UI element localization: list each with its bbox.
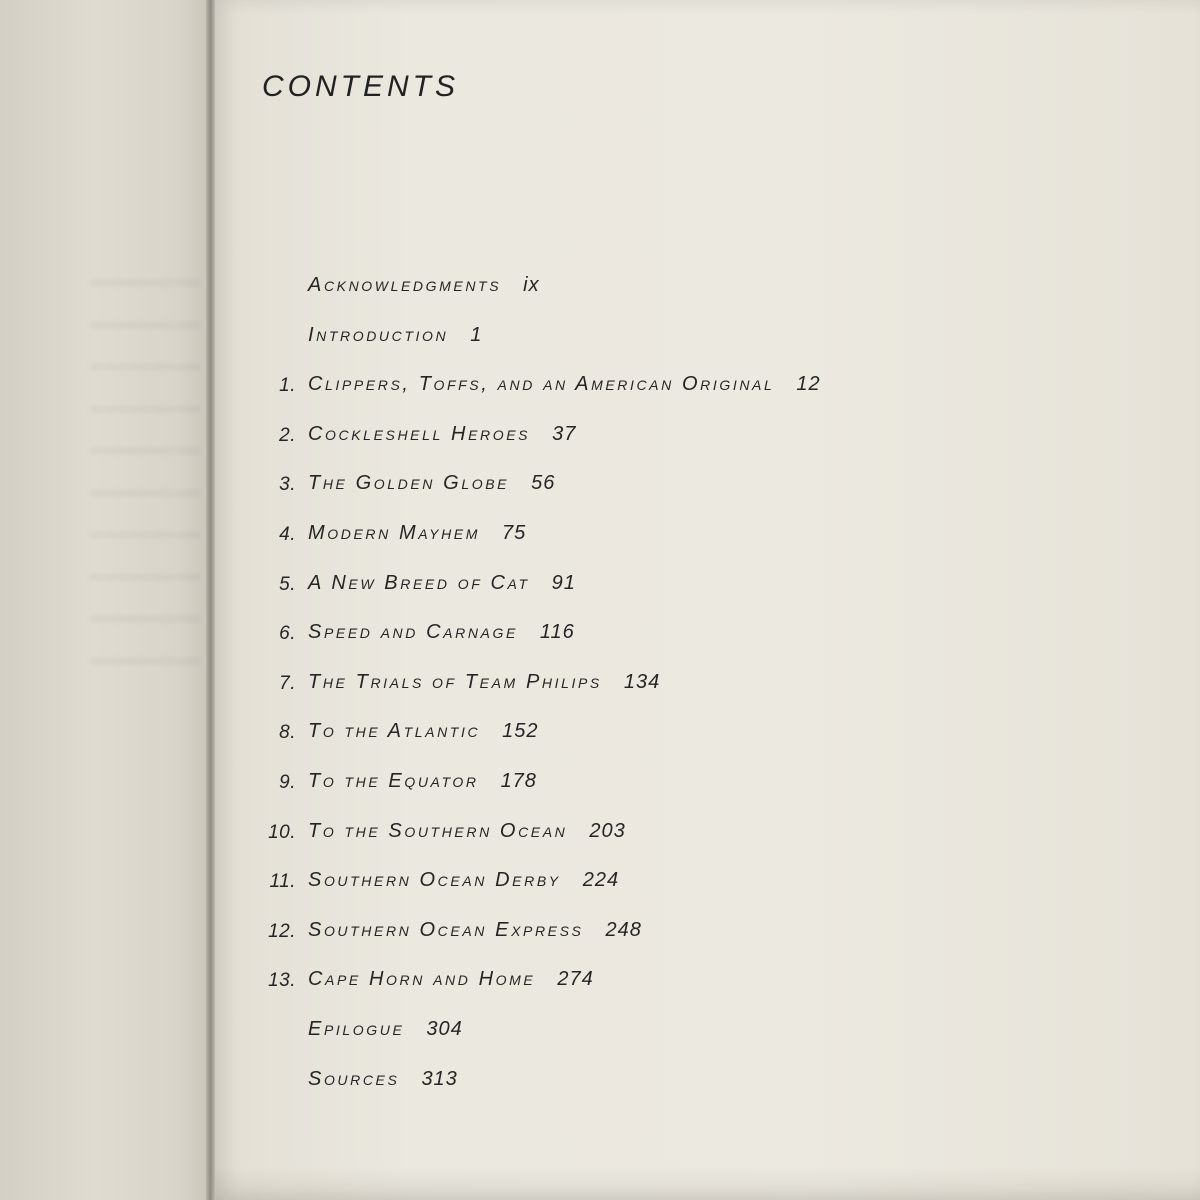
toc-entry-title [308,820,626,843]
toc-entry-title-text: The Golden Globe [308,472,510,495]
toc-entry-title [308,770,537,793]
toc-entry-number: 3. [279,474,296,496]
toc-entry-chapter-11 [262,863,1162,913]
toc-entry-title-text: Acknowledgments [308,274,502,296]
toc-entry-title [308,671,660,694]
left-page-bleed-through [90,280,200,700]
toc-entry-title [308,472,555,495]
toc-entry-title-text: Introduction [308,323,449,346]
toc-entry-title-text: Modern Mayhem [308,521,480,544]
toc-entry-title-text: Sources [308,1067,400,1090]
page-bottom-shadow [215,1166,1200,1200]
toc-entry-title-text: To the Equator [308,769,479,792]
toc-entry-number: 2. [279,424,296,446]
toc-entry-title [308,1068,458,1091]
toc-entry-page: 134 [623,670,661,693]
toc-entry-title-text: Cape Horn and Home [308,968,536,991]
toc-entry-page: 224 [582,869,620,892]
toc-entry-page: 116 [539,621,575,644]
toc-entry-title [308,572,576,595]
toc-entry-page: 313 [421,1067,458,1090]
toc-entry-epilogue [262,1012,1162,1062]
toc-entry-chapter-7 [262,665,1162,715]
toc-entry-chapter-3 [262,466,1162,516]
toc-entry-number: 12. [268,920,296,942]
toc-entry-title-text: Speed and Carnage [308,621,518,644]
toc-entry-title [308,522,526,545]
toc-entry-page: 274 [557,968,594,991]
page-title: CONTENTS [262,70,459,103]
toc-entry-introduction [262,318,1162,368]
toc-entry-number: 11. [269,871,296,893]
toc-entry-title-text: Epilogue [308,1017,405,1040]
toc-entry-title [308,1018,463,1041]
toc-entry-page: 152 [502,720,539,743]
toc-entry-page: 91 [551,571,576,594]
toc-entry-chapter-9 [262,764,1162,814]
toc-entry-page: 304 [426,1017,463,1040]
toc-entry-chapter-5 [262,566,1162,616]
toc-entry-title [308,274,540,297]
toc-entry-number: 4. [279,523,296,545]
toc-entry-title-text: To the Atlantic [308,720,481,743]
toc-entry-title [308,968,594,991]
toc-entry-number: 8. [279,722,296,744]
toc-entry-title [308,869,619,892]
toc-entry-number: 13. [268,970,296,992]
toc-entry-title-text: Southern Ocean Derby [308,869,561,892]
toc-entry-page: ix [523,274,540,296]
toc-entry-page: 203 [589,819,626,842]
toc-entry-title-text: Clippers, Toffs, and an American Original [308,373,775,396]
toc-entry-chapter-1 [262,367,1162,417]
toc-entry-number: 7. [279,672,296,694]
toc-entry-number: 1. [279,375,296,397]
toc-entry-chapter-6 [262,615,1162,665]
toc-entry-acknowledgments [262,268,1162,318]
toc-entry-page: 56 [531,472,556,495]
toc-entry-chapter-4 [262,516,1162,566]
toc-entry-page: 37 [552,422,577,445]
toc-entry-page: 248 [605,918,642,941]
toc-entry-number: 5. [279,573,296,595]
toc-entry-chapter-12 [262,913,1162,963]
toc-entry-title-text: To the Southern Ocean [308,819,568,842]
toc-entry-title [308,373,821,396]
toc-entry-title [308,621,575,644]
toc-entry-chapter-8 [262,714,1162,764]
toc-entry-title [308,423,576,446]
toc-entry-page: 12 [796,373,821,396]
left-page [0,0,210,1200]
toc-entry-number: 6. [279,623,296,645]
toc-entry-title [308,324,482,347]
toc-entry-title-text: Southern Ocean Express [308,918,584,941]
toc-entry-chapter-13 [262,962,1162,1012]
toc-entry-page: 75 [501,521,527,544]
toc-entry-chapter-2 [262,417,1162,467]
toc-entry-title [308,720,539,743]
toc-entry-title-text: A New Breed of Cat [308,571,530,594]
toc-entry-title-text: The Trials of Team Philips [308,670,602,693]
toc-entry-title [308,919,642,942]
toc-entry-chapter-10 [262,814,1162,864]
toc-entry-page: 178 [500,769,537,792]
toc-entry-number: 9. [279,771,296,793]
toc-entry-page: 1 [470,323,483,346]
toc-entry-title-text: Cockleshell Heroes [308,422,531,445]
toc-entry-sources [262,1062,1162,1112]
toc-entry-number: 10. [268,821,296,843]
table-of-contents [262,268,1162,1111]
